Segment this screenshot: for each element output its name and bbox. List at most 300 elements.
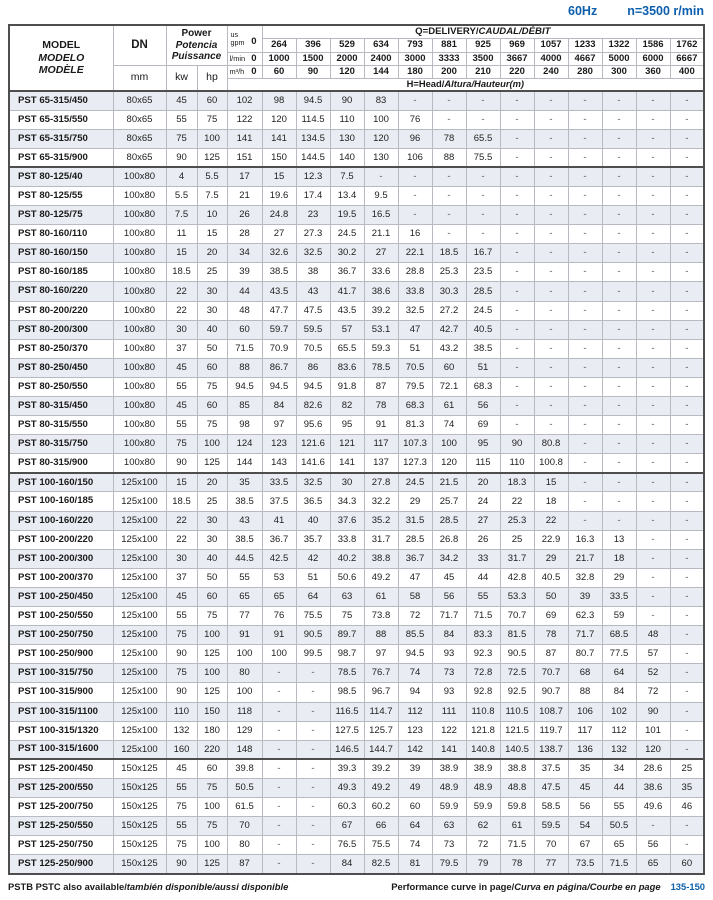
head-value-cell: 92.5	[500, 683, 534, 702]
head-value-cell: -	[670, 626, 704, 645]
head-value-cell: 85	[227, 397, 262, 416]
hp-cell: 220	[197, 740, 227, 759]
dn-cell: 150x125	[113, 778, 166, 797]
head-value-cell: 21.1	[364, 225, 398, 244]
head-value-cell: 18.5	[432, 244, 466, 263]
head-value-cell: 88	[568, 683, 602, 702]
head-value-cell: -	[534, 244, 568, 263]
head-value-cell: -	[398, 91, 432, 110]
head-value-cell: 97	[262, 416, 296, 435]
head-value-cell: 66	[364, 817, 398, 836]
head-value-cell: -	[636, 511, 670, 530]
head-value-cell: 151	[227, 148, 262, 167]
head-value-cell: -	[466, 225, 500, 244]
head-value-cell: -	[500, 416, 534, 435]
hp-cell: 40	[197, 320, 227, 339]
table-row	[9, 129, 704, 148]
head-value-cell: -	[636, 397, 670, 416]
head-value-cell: 84	[432, 626, 466, 645]
model-cell: PST 80-315/450	[9, 397, 113, 416]
kw-cell: 55	[166, 377, 197, 396]
head-value-cell: 19.5	[330, 206, 364, 225]
head-value-cell: -	[602, 358, 636, 377]
head-value-cell: -	[636, 530, 670, 549]
head-value-cell: -	[670, 702, 704, 721]
head-value-cell: -	[534, 167, 568, 186]
head-value-cell: 35	[227, 473, 262, 492]
head-value-cell: -	[602, 435, 636, 454]
head-value-cell: 47.5	[296, 301, 330, 320]
head-value-cell: 137	[364, 454, 398, 473]
head-value-cell: 48.9	[432, 778, 466, 797]
head-title: H=Head/Altura/Hauteur(m)	[227, 78, 704, 91]
table-row	[9, 568, 704, 587]
flow-m3h-value: 280	[568, 65, 602, 78]
head-value-cell: -	[568, 206, 602, 225]
head-value-cell: -	[670, 607, 704, 626]
hp-cell: 30	[197, 511, 227, 530]
dn-cell: 150x125	[113, 855, 166, 874]
head-value-cell: 98.5	[330, 683, 364, 702]
head-value-cell: 90.5	[296, 626, 330, 645]
flow-lmin-value: 5000	[602, 52, 636, 65]
model-cell: PST 80-160/110	[9, 225, 113, 244]
head-value-cell: -	[602, 129, 636, 148]
head-value-cell: -	[534, 301, 568, 320]
head-value-cell: 140.8	[466, 740, 500, 759]
head-value-cell: 68.5	[602, 626, 636, 645]
head-value-cell: 37.5	[534, 759, 568, 778]
dn-cell: 100x80	[113, 244, 166, 263]
head-value-cell: 27	[262, 225, 296, 244]
table-row	[9, 244, 704, 263]
model-cell: PST 80-315/900	[9, 454, 113, 473]
model-cell: PST 65-315/450	[9, 91, 113, 110]
head-value-cell: 79	[466, 855, 500, 874]
head-value-cell: 110	[500, 454, 534, 473]
head-value-cell: 25.7	[432, 492, 466, 511]
hp-cell: 50	[197, 339, 227, 358]
head-value-cell: 38.9	[466, 759, 500, 778]
head-value-cell: 76	[398, 110, 432, 129]
head-value-cell: 99.5	[296, 645, 330, 664]
kw-cell: 45	[166, 358, 197, 377]
head-value-cell: 13	[602, 530, 636, 549]
table-row	[9, 301, 704, 320]
hp-cell: 100	[197, 626, 227, 645]
head-value-cell: 40.5	[534, 568, 568, 587]
kw-cell: 110	[166, 702, 197, 721]
dn-cell: 100x80	[113, 186, 166, 205]
head-value-cell: 21.5	[432, 473, 466, 492]
head-value-cell: 43.5	[262, 282, 296, 301]
head-value-cell: 64	[296, 587, 330, 606]
table-row	[9, 339, 704, 358]
hp-cell: 60	[197, 91, 227, 110]
model-cell: PST 80-125/55	[9, 186, 113, 205]
head-value-cell: -	[568, 339, 602, 358]
head-value-cell: -	[500, 91, 534, 110]
dn-cell: 80x65	[113, 91, 166, 110]
head-value-cell: 53	[262, 568, 296, 587]
model-cell: PST 80-160/185	[9, 263, 113, 282]
head-value-cell: 70.9	[262, 339, 296, 358]
head-value-cell: -	[568, 358, 602, 377]
head-value-cell: 143	[262, 454, 296, 473]
head-value-cell: -	[568, 454, 602, 473]
head-value-cell: 25	[500, 530, 534, 549]
flow-lmin-value: 3000	[398, 52, 432, 65]
head-value-cell: 23.5	[466, 263, 500, 282]
head-value-cell: 60	[227, 320, 262, 339]
head-value-cell: 39.3	[330, 759, 364, 778]
dn-cell: 150x125	[113, 797, 166, 816]
head-value-cell: 98.7	[330, 645, 364, 664]
head-value-cell: 12.3	[296, 167, 330, 186]
table-row	[9, 435, 704, 454]
kw-cell: 11	[166, 225, 197, 244]
speed-label: n=3500 r/min	[627, 4, 704, 18]
table-row	[9, 817, 704, 836]
head-value-cell: -	[636, 186, 670, 205]
head-value-cell: 94.5	[296, 91, 330, 110]
head-value-cell: 39.8	[227, 759, 262, 778]
model-cell: PST 100-250/450	[9, 587, 113, 606]
head-value-cell: 121.5	[500, 721, 534, 740]
head-value-cell: 55	[466, 587, 500, 606]
head-value-cell: -	[296, 778, 330, 797]
head-value-cell: 59.3	[364, 339, 398, 358]
head-value-cell: -	[500, 244, 534, 263]
table-row	[9, 320, 704, 339]
head-value-cell: 60.3	[330, 797, 364, 816]
head-value-cell: 41.7	[330, 282, 364, 301]
dn-cell: 125x100	[113, 549, 166, 568]
head-value-cell: 82.5	[364, 855, 398, 874]
head-value-cell: 49.6	[636, 797, 670, 816]
head-value-cell: -	[636, 492, 670, 511]
dn-cell: 150x125	[113, 817, 166, 836]
flow-lmin-value: 3667	[500, 52, 534, 65]
head-value-cell: -	[670, 683, 704, 702]
curve-page-numbers: 135-150	[670, 880, 705, 892]
head-value-cell: 55	[227, 568, 262, 587]
head-value-cell: 70.7	[534, 664, 568, 683]
head-value-cell: 110	[330, 110, 364, 129]
head-value-cell: 80	[227, 664, 262, 683]
head-value-cell: 141	[330, 454, 364, 473]
head-value-cell: -	[568, 473, 602, 492]
head-value-cell: 94.5	[296, 377, 330, 396]
head-value-cell: 36.7	[330, 263, 364, 282]
head-value-cell: 130	[364, 148, 398, 167]
head-value-cell: -	[534, 148, 568, 167]
head-value-cell: 123	[398, 721, 432, 740]
head-value-cell: 138.7	[534, 740, 568, 759]
model-cell: PST 100-250/750	[9, 626, 113, 645]
head-value-cell: 42.5	[262, 549, 296, 568]
head-value-cell: 100	[432, 435, 466, 454]
head-value-cell: -	[296, 817, 330, 836]
flow-m3h-value: 144	[364, 65, 398, 78]
head-value-cell: -	[602, 454, 636, 473]
head-value-cell: 34	[227, 244, 262, 263]
model-cell: PST 80-160/150	[9, 244, 113, 263]
kw-cell: 75	[166, 797, 197, 816]
head-value-cell: 144.7	[364, 740, 398, 759]
head-value-cell: 32.5	[296, 473, 330, 492]
head-value-cell: 55	[602, 797, 636, 816]
head-value-cell: 76.5	[330, 836, 364, 855]
dn-cell: 125x100	[113, 740, 166, 759]
head-value-cell: 19.6	[262, 186, 296, 205]
head-value-cell: -	[670, 721, 704, 740]
head-value-cell: 51	[398, 339, 432, 358]
availability-note: PSTB PSTC also available/también disponible/aussi disponible	[8, 880, 289, 892]
head-value-cell: 76.7	[364, 664, 398, 683]
head-value-cell: 94	[398, 683, 432, 702]
head-value-cell: -	[602, 244, 636, 263]
head-value-cell: 67	[568, 836, 602, 855]
head-value-cell: 59.9	[466, 797, 500, 816]
table-row	[9, 645, 704, 664]
head-value-cell: 108.7	[534, 702, 568, 721]
head-value-cell: 50.6	[330, 568, 364, 587]
head-value-cell: 136	[568, 740, 602, 759]
hp-cell: 20	[197, 473, 227, 492]
head-value-cell: -	[670, 645, 704, 664]
kw-cell: 90	[166, 645, 197, 664]
head-value-cell: -	[568, 167, 602, 186]
head-value-cell: -	[500, 148, 534, 167]
flow-unit-lmin-cell: l/min 0	[227, 52, 262, 65]
head-value-cell: 150	[262, 148, 296, 167]
head-value-cell: 116.5	[330, 702, 364, 721]
head-value-cell: 18	[602, 549, 636, 568]
head-value-cell: 134.5	[296, 129, 330, 148]
head-value-cell: -	[602, 225, 636, 244]
kw-cell: 7.5	[166, 206, 197, 225]
kw-cell: 55	[166, 778, 197, 797]
dn-cell: 80x65	[113, 148, 166, 167]
head-value-cell: 115	[466, 454, 500, 473]
model-cell: PST 100-200/370	[9, 568, 113, 587]
hp-cell: 75	[197, 377, 227, 396]
head-value-cell: 140.5	[500, 740, 534, 759]
head-value-cell: 110.5	[500, 702, 534, 721]
head-value-cell: 141	[262, 129, 296, 148]
dn-cell: 100x80	[113, 263, 166, 282]
head-value-cell: -	[636, 91, 670, 110]
table-row	[9, 836, 704, 855]
head-value-cell: 33.8	[398, 282, 432, 301]
head-value-cell: 18.3	[500, 473, 534, 492]
head-value-cell: 49.2	[364, 568, 398, 587]
head-value-cell: 100	[227, 645, 262, 664]
flow-usgpm-value: 1322	[602, 38, 636, 52]
head-value-cell: 16.3	[568, 530, 602, 549]
head-value-cell: 122	[432, 721, 466, 740]
head-value-cell: 38.5	[262, 263, 296, 282]
head-value-cell: -	[670, 148, 704, 167]
hp-cell: 75	[197, 416, 227, 435]
head-value-cell: 63	[330, 587, 364, 606]
head-value-cell: 28.8	[398, 263, 432, 282]
head-value-cell: 29	[534, 549, 568, 568]
model-cell: PST 80-315/750	[9, 435, 113, 454]
head-value-cell: 72.5	[500, 664, 534, 683]
kw-cell: 55	[166, 607, 197, 626]
head-value-cell: 90	[636, 702, 670, 721]
head-value-cell: 50.5	[227, 778, 262, 797]
head-value-cell: -	[636, 817, 670, 836]
head-value-cell: 76	[262, 607, 296, 626]
flow-lmin-value: 6667	[670, 52, 704, 65]
kw-cell: 37	[166, 339, 197, 358]
head-value-cell: 57	[636, 645, 670, 664]
head-value-cell: 118	[227, 702, 262, 721]
head-value-cell: -	[432, 91, 466, 110]
flow-m3h-value: 210	[466, 65, 500, 78]
head-value-cell: -	[296, 664, 330, 683]
head-value-cell: 125.7	[364, 721, 398, 740]
dn-cell: 125x100	[113, 721, 166, 740]
hp-cell: 125	[197, 855, 227, 874]
table-row	[9, 549, 704, 568]
head-value-cell: 40	[296, 511, 330, 530]
pump-performance-table	[8, 24, 705, 875]
dn-cell: 125x100	[113, 492, 166, 511]
table-row	[9, 778, 704, 797]
head-value-cell: 27	[364, 244, 398, 263]
kw-cell: 15	[166, 473, 197, 492]
head-value-cell: 51	[296, 568, 330, 587]
kw-cell: 22	[166, 530, 197, 549]
head-value-cell: 48.8	[500, 778, 534, 797]
head-value-cell: 24.5	[330, 225, 364, 244]
head-value-cell: 72	[466, 836, 500, 855]
head-value-cell: 86.7	[262, 358, 296, 377]
head-value-cell: 83.6	[330, 358, 364, 377]
model-cell: PST 100-315/750	[9, 664, 113, 683]
table-row	[9, 721, 704, 740]
dn-cell: 80x65	[113, 129, 166, 148]
head-value-cell: 83.3	[466, 626, 500, 645]
head-value-cell: 98	[227, 416, 262, 435]
head-value-cell: -	[500, 339, 534, 358]
flow-usgpm-value: 1233	[568, 38, 602, 52]
head-value-cell: 23	[296, 206, 330, 225]
head-value-cell: -	[636, 473, 670, 492]
head-value-cell: -	[602, 148, 636, 167]
head-value-cell: -	[670, 263, 704, 282]
head-value-cell: -	[670, 397, 704, 416]
model-cell: PST 80-125/75	[9, 206, 113, 225]
table-row	[9, 473, 704, 492]
model-cell: PST 80-200/220	[9, 301, 113, 320]
head-value-cell: -	[568, 416, 602, 435]
flow-unit-usgpm-cell: us gpm 0	[227, 25, 262, 52]
kw-cell: 90	[166, 855, 197, 874]
head-value-cell: -	[534, 397, 568, 416]
head-value-cell: -	[636, 206, 670, 225]
head-value-cell: 120	[364, 129, 398, 148]
head-value-cell: 45	[432, 568, 466, 587]
head-value-cell: -	[262, 664, 296, 683]
head-value-cell: 37.5	[262, 492, 296, 511]
head-value-cell: 73	[432, 664, 466, 683]
head-value-cell: -	[670, 339, 704, 358]
head-value-cell: 64	[602, 664, 636, 683]
dn-cell: 100x80	[113, 454, 166, 473]
dn-cell: 150x125	[113, 759, 166, 778]
hp-cell: 125	[197, 148, 227, 167]
head-value-cell: -	[670, 817, 704, 836]
kw-cell: 22	[166, 511, 197, 530]
head-value-cell: -	[262, 797, 296, 816]
head-value-cell: 93	[432, 645, 466, 664]
head-value-cell: -	[500, 377, 534, 396]
hp-cell: 180	[197, 721, 227, 740]
model-cell: PST 125-200/550	[9, 778, 113, 797]
kw-cell: 132	[166, 721, 197, 740]
table-row	[9, 626, 704, 645]
head-value-cell: 32.2	[364, 492, 398, 511]
head-value-cell: 75	[330, 607, 364, 626]
head-value-cell: 65	[262, 587, 296, 606]
model-cell: PST 65-315/550	[9, 110, 113, 129]
head-value-cell: -	[636, 339, 670, 358]
head-value-cell: 80.8	[534, 435, 568, 454]
head-value-cell: 40.2	[330, 549, 364, 568]
head-value-cell: 28.5	[466, 282, 500, 301]
head-value-cell: -	[398, 186, 432, 205]
head-value-cell: -	[568, 320, 602, 339]
model-cell: PST 100-160/220	[9, 511, 113, 530]
head-value-cell: -	[636, 587, 670, 606]
model-cell: PST 100-315/1320	[9, 721, 113, 740]
head-value-cell: 82	[330, 397, 364, 416]
head-value-cell: -	[398, 206, 432, 225]
hp-cell: 50	[197, 568, 227, 587]
head-value-cell: 33.6	[364, 263, 398, 282]
kw-cell: 90	[166, 148, 197, 167]
head-value-cell: 37.6	[330, 511, 364, 530]
dn-column-header: DN	[113, 25, 166, 65]
head-value-cell: 7.5	[330, 167, 364, 186]
head-value-cell: 78	[500, 855, 534, 874]
hp-cell: 30	[197, 530, 227, 549]
head-value-cell: 71.5	[227, 339, 262, 358]
head-value-cell: -	[568, 263, 602, 282]
head-value-cell: 94.5	[262, 377, 296, 396]
flow-lmin-value: 2400	[364, 52, 398, 65]
head-value-cell: 56	[432, 587, 466, 606]
head-value-cell: 123	[262, 435, 296, 454]
head-value-cell: -	[296, 740, 330, 759]
head-value-cell: 70.7	[500, 607, 534, 626]
head-value-cell: -	[500, 320, 534, 339]
head-value-cell: 59.7	[262, 320, 296, 339]
hp-cell: 100	[197, 664, 227, 683]
kw-cell: 75	[166, 836, 197, 855]
head-value-cell: -	[568, 397, 602, 416]
head-value-cell: 84	[602, 683, 636, 702]
head-value-cell: 65	[227, 587, 262, 606]
hp-cell: 60	[197, 759, 227, 778]
head-value-cell: -	[568, 148, 602, 167]
table-row	[9, 797, 704, 816]
